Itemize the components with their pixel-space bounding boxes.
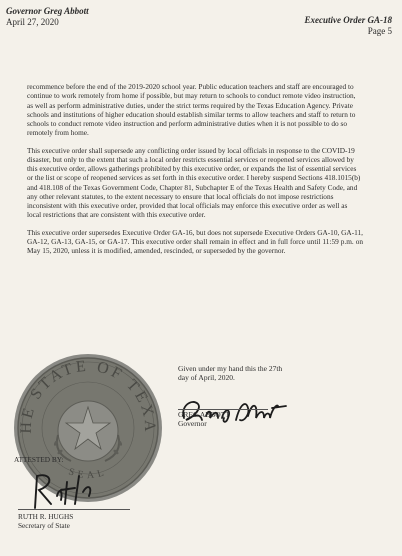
governor-name-block — [178, 410, 230, 429]
attested-label: ATTESTED BY: — [14, 455, 64, 464]
paragraph-effective-dates: This executive order supersedes Executive Order GA-16, but does not supersede Executive Orders GA-10, GA-11, GA-12, GA-13, GA-15, or GA-17. This executive order shall remain in effect and in full force until 11:59 p.m. on May 15, 2020, unless it is modified, amended, rescinded, or superseded by the governor. — [27, 227, 363, 255]
header-left — [6, 6, 89, 28]
issue-date: April 27, 2020 — [6, 17, 59, 27]
secretary-name: RUTH R. HUGHS — [18, 512, 74, 521]
seal-text-top: HE STATE OF TEXA — [17, 357, 159, 435]
secretary-signature-line — [18, 509, 130, 510]
seal-text-bottom: SEAL — [67, 466, 109, 482]
page-number: Page 5 — [367, 26, 392, 36]
paragraph-supersede-local: This executive order shall supersede any conflicting order issued by local officials in response to the COVID-19 disaster, but only to the extent that such a local order restricts essential services or reopened services allowed by this executive order, allows gatherings prohibited by this executive order, or expands the list of essential services or the list or scope of reopened services as set forth in this executive order. I hereby suspend Sections 418.1015(b) and 418.108 of the Texas Government Code, Chapter 81, Subchapter E of the Texas Health and Safety Code, and any other relevant statutes, to the extent necessary to ensure that local officials do not impose restrictions inconsistent with this executive order, provided that local officials may enforce this executive order as well as local restrictions that are consistent with this executive order. — [27, 145, 361, 220]
paragraph-schools: recommence before the end of the 2019-2020 school year. Public education teachers and staff are encouraged to continue to work remotely from home if possible, but may return to schools to conduct remote video instruction, as well as perform administrative duties, under the strict terms required by the Texas Education Agency. Private schools and institutions of higher education should establish similar terms to allow teachers and staff to return to schools to conduct remote video instruction and perform administrative duties when it is not possible to do so remotely from home. — [27, 82, 356, 138]
header-right — [305, 15, 393, 37]
order-body — [27, 82, 363, 263]
given-statement — [178, 364, 282, 383]
secretary-title: Secretary of State — [18, 521, 70, 531]
secretary-name-block — [18, 512, 73, 530]
given-line-2: day of April, 2020. — [178, 373, 235, 383]
given-line-1: Given under my hand this the 27th — [178, 364, 283, 373]
order-number: Executive Order GA-18 — [304, 15, 392, 25]
governor-name: GREG ABBOTT — [178, 410, 230, 419]
governor-title: Governor — [178, 419, 207, 429]
issuer-name: Governor Greg Abbott — [6, 6, 89, 16]
